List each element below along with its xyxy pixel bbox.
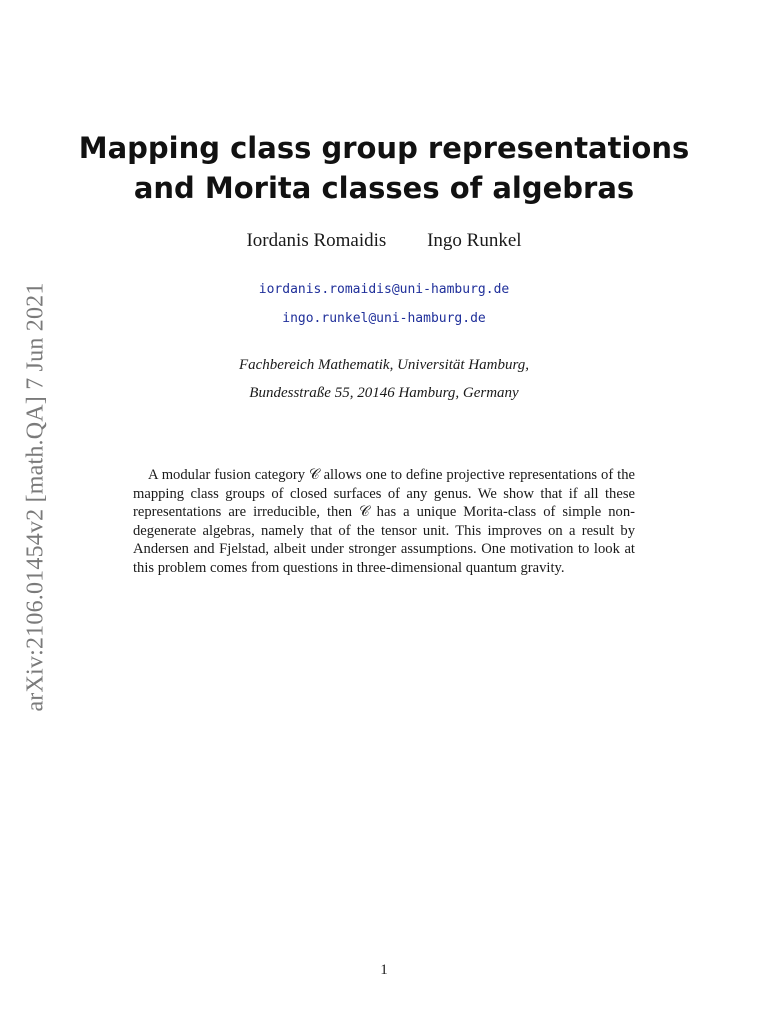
author-list (0, 230, 768, 252)
author-name: Ingo Runkel (427, 230, 522, 251)
author-email-link[interactable]: iordanis.romaidis@uni-hamburg.de (258, 282, 510, 297)
arxiv-identifier: arXiv:2106.01454v2 [math.QA] 7 Jun 2021 (22, 282, 49, 712)
author-name: Iordanis Romaidis (246, 230, 387, 251)
title-line-2: and Morita classes of algebras (133, 171, 635, 205)
page-number: 1 (380, 962, 388, 978)
paper-title (0, 128, 768, 208)
affiliation-line: Fachbereich Mathematik, Universität Hamburg, (238, 357, 530, 373)
title-line-1: Mapping class group representations (78, 131, 690, 165)
affiliation-line: Bundesstraße 55, 20146 Hamburg, Germany (249, 385, 519, 401)
abstract-text: A modular fusion category 𝒞 allows one to define projective representations of the mapping class groups of closed surfaces of any genus. We show that if all these representations are irreducible, then 𝒞 has a unique Morita-class of simple non-degenerate algebras, namely that of the tensor unit. This improves on a result by Andersen and Fjelstad, albeit under stronger assumptions. One motivation to look at this problem comes from questions in three-dimensional quantum gravity. (133, 467, 635, 576)
author-email-link[interactable]: ingo.runkel@uni-hamburg.de (282, 311, 486, 326)
